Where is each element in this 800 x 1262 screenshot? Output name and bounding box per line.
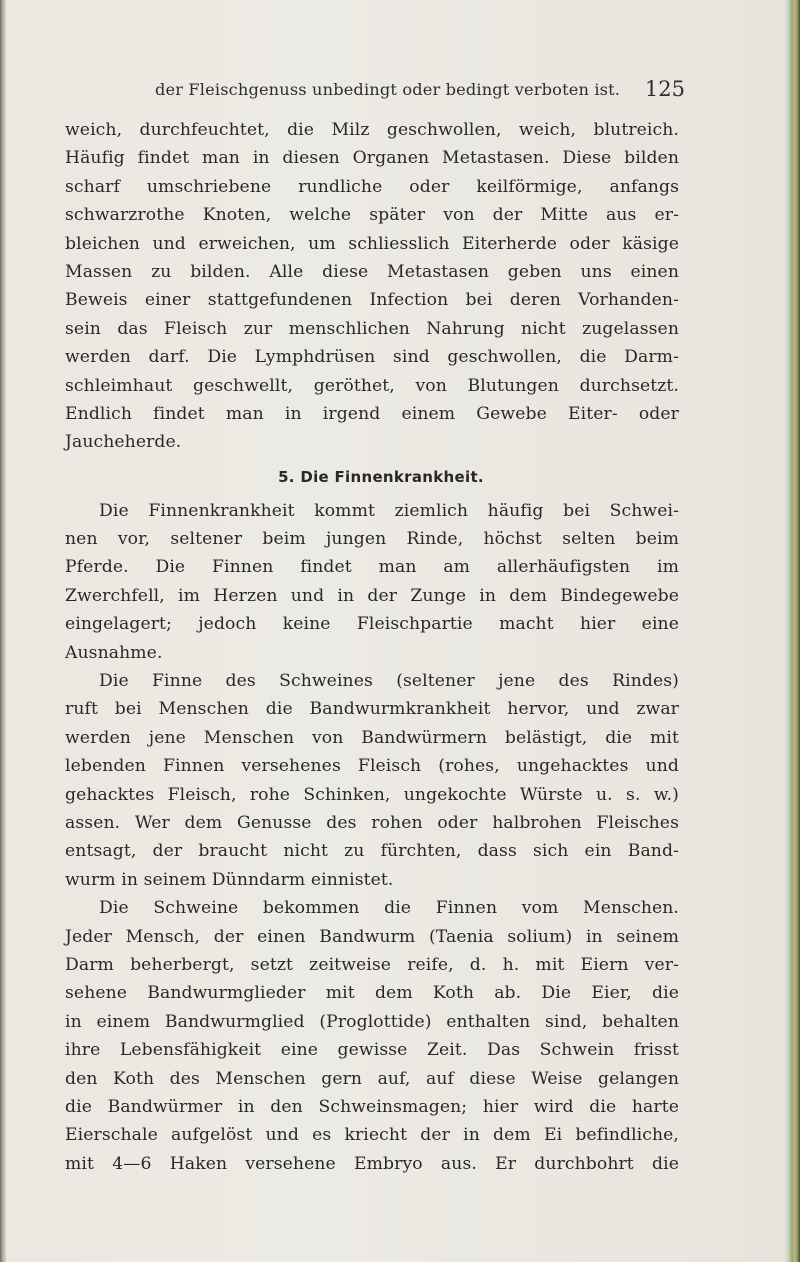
text-line: Pferde. Die Finnen findet man am allerhäufigsten im: [65, 557, 679, 578]
text-line: sehene Bandwurmglieder mit dem Koth ab. Die Eier, die: [65, 983, 679, 1004]
text-line: Beweis einer stattgefundenen Infection bei deren Vorhanden-: [65, 290, 679, 311]
text-line: Massen zu bilden. Alle diese Metastasen geben uns einen: [65, 261, 679, 282]
text-line: schwarzrothe Knoten, welche später von der Mitte aus er-: [65, 205, 679, 226]
text-line: weich, durchfeuchtet, die Milz geschwollen, weich, blutreich.: [65, 120, 679, 140]
text-line: schleimhaut geschwellt, geröthet, von Blutungen durchsetzt.: [65, 375, 679, 396]
body-text: [65, 116, 679, 1178]
text-line: werden jene Menschen von Bandwürmern belästigt, die mit: [65, 727, 679, 748]
text-line: Ausnahme.: [65, 642, 163, 663]
text-line: Eierschale aufgelöst und es kriecht der in dem Ei befindliche,: [65, 1125, 679, 1146]
page-header: [155, 77, 685, 110]
text-line: entsagt, der braucht nicht zu fürchten, dass sich ein Band-: [65, 841, 679, 862]
section-heading: 5. Die Finnenkrankheit.: [278, 467, 484, 486]
text-line: Die Finne des Schweines (seltener jene des Rindes): [99, 671, 679, 692]
text-line: mit 4—6 Haken versehene Embryo aus. Er durchbohrt die: [65, 1153, 679, 1174]
text-line: wurm in seinem Dünndarm einnistet.: [65, 869, 394, 890]
text-line: Die Finnenkrankheit kommt ziemlich häufig bei Schwei-: [99, 500, 679, 521]
text-line: werden darf. Die Lymphdrüsen sind geschwollen, die Darm-: [65, 347, 679, 368]
text-line: den Koth des Menschen gern auf, auf diese Weise gelangen: [65, 1068, 679, 1089]
page-number: 125: [644, 77, 685, 101]
text-line: Endlich findet man in irgend einem Gewebe Eiter- oder: [65, 403, 679, 424]
text-line: Jeder Mensch, der einen Bandwurm (Taenia solium) in seinem: [65, 926, 679, 947]
text-line: in einem Bandwurmglied (Proglottide) enthalten sind, behalten: [65, 1011, 679, 1032]
text-line: nen vor, seltener beim jungen Rinde, höchst selten beim: [65, 529, 679, 550]
text-line: Die Schweine bekommen die Finnen vom Menschen.: [99, 898, 679, 919]
text-line: gehacktes Fleisch, rohe Schinken, ungekochte Würste u. s. w.): [65, 784, 679, 805]
text-line: Jaucheherde.: [65, 432, 182, 453]
text-line: die Bandwürmer in den Schweinsmagen; hier wird die harte: [65, 1096, 679, 1117]
text-line: bleichen und erweichen, um schliesslich Eiterherde oder käsige: [65, 233, 679, 254]
text-line: Häufig findet man in diesen Organen Metastasen. Diese bilden: [65, 148, 679, 169]
page-edge-border: [784, 0, 800, 1262]
text-line: ruft bei Menschen die Bandwurmkrankheit hervor, und zwar: [65, 699, 679, 720]
text-line: Darm beherbergt, setzt zeitweise reife, d. h. mit Eiern ver-: [65, 954, 679, 975]
text-line: sein das Fleisch zur menschlichen Nahrung nicht zugelassen: [65, 318, 679, 339]
text-line: lebenden Finnen versehenes Fleisch (rohes, ungehacktes und: [65, 756, 679, 777]
text-line: eingelagert; jedoch keine Fleischpartie macht hier eine: [65, 614, 679, 635]
text-line: Zwerchfell, im Herzen und in der Zunge in dem Bindegewebe: [65, 585, 679, 606]
running-title: der Fleischgenuss unbedingt oder bedingt verboten ist.: [155, 80, 621, 99]
text-line: scharf umschriebene rundliche oder keilförmige, anfangs: [65, 176, 679, 197]
text-line: assen. Wer dem Genusse des rohen oder halbrohen Fleisches: [65, 812, 679, 833]
page-gutter-shadow: [0, 0, 6, 1262]
text-line: ihre Lebensfähigkeit eine gewisse Zeit. Das Schwein frisst: [65, 1040, 679, 1061]
